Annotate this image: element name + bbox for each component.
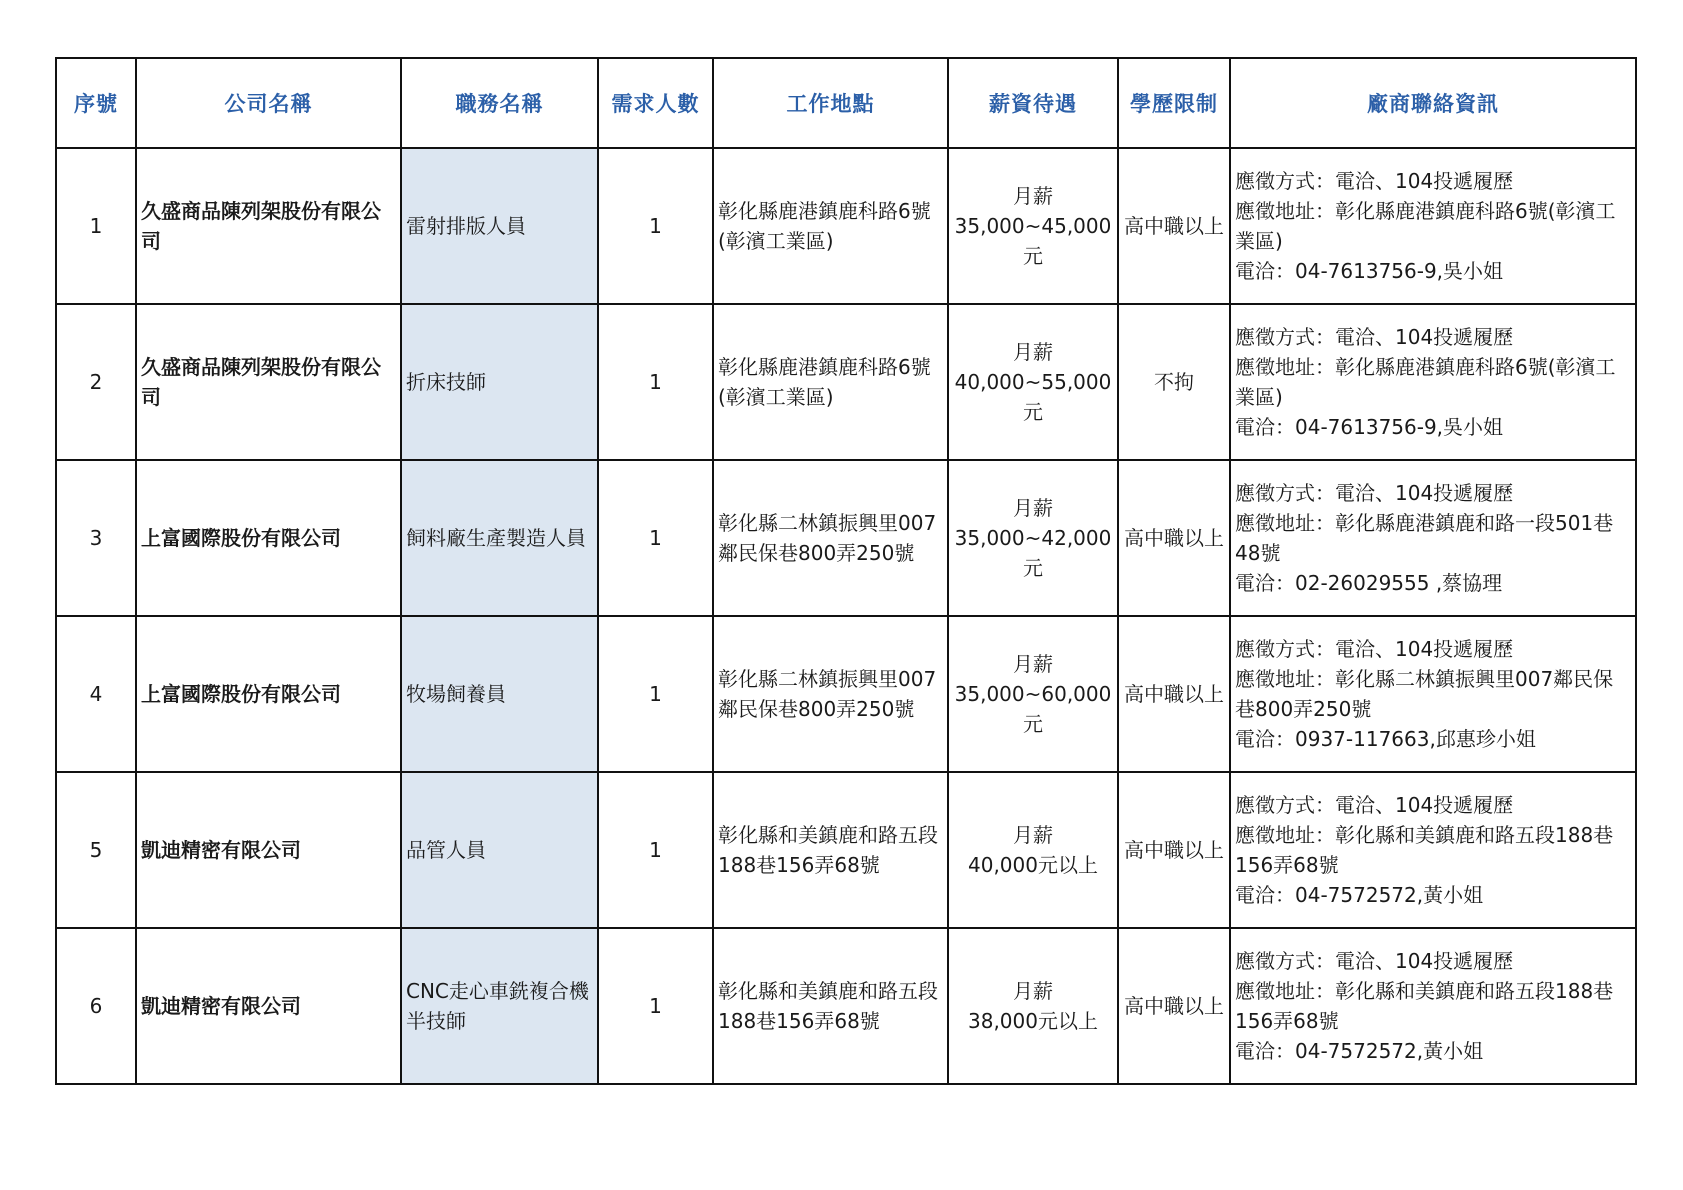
job-listing-sheet: [55, 57, 1637, 1085]
cell-company: 久盛商品陳列架股份有限公司: [136, 304, 401, 460]
salary-label: 月薪: [1013, 184, 1053, 208]
cell-salary: [948, 148, 1118, 304]
cell-place: 彰化縣二林鎮振興里007鄰民保巷800弄250號: [713, 616, 948, 772]
header-salary: 薪資待遇: [948, 58, 1118, 148]
contact-address: 應徵地址：彰化縣和美鎮鹿和路五段188巷156弄68號: [1235, 823, 1614, 877]
contact-address: 應徵地址：彰化縣鹿港鎮鹿和路一段501巷48號: [1235, 511, 1614, 565]
cell-contact: [1230, 460, 1636, 616]
salary-amount: 35,000~42,000: [954, 526, 1112, 550]
cell-contact: [1230, 616, 1636, 772]
contact-method: 應徵方式：電洽、104投遞履歷: [1235, 481, 1514, 505]
cell-place: 彰化縣和美鎮鹿和路五段188巷156弄68號: [713, 772, 948, 928]
cell-contact: [1230, 304, 1636, 460]
job-listing-table: [55, 57, 1637, 1085]
header-place: 工作地點: [713, 58, 948, 148]
cell-company: 凱迪精密有限公司: [136, 928, 401, 1084]
contact-method: 應徵方式：電洽、104投遞履歷: [1235, 949, 1514, 973]
contact-address: 應徵地址：彰化縣鹿港鎮鹿科路6號(彰濱工業區): [1235, 199, 1616, 253]
cell-title: 飼料廠生產製造人員: [401, 460, 598, 616]
cell-salary: [948, 928, 1118, 1084]
contact-phone: 電洽：04-7613756-9,吳小姐: [1235, 259, 1504, 283]
salary-amount: 35,000~60,000: [954, 682, 1112, 706]
contact-method: 應徵方式：電洽、104投遞履歷: [1235, 169, 1514, 193]
cell-no: 1: [56, 148, 136, 304]
cell-no: 6: [56, 928, 136, 1084]
contact-method: 應徵方式：電洽、104投遞履歷: [1235, 793, 1514, 817]
cell-no: 5: [56, 772, 136, 928]
table-row: [56, 772, 1636, 928]
cell-company: 凱迪精密有限公司: [136, 772, 401, 928]
cell-education: 高中職以上: [1118, 460, 1230, 616]
cell-education: 不拘: [1118, 304, 1230, 460]
salary-unit: 元: [1023, 712, 1043, 736]
header-row: [56, 58, 1636, 148]
cell-place: 彰化縣鹿港鎮鹿科路6號(彰濱工業區): [713, 148, 948, 304]
cell-count: 1: [598, 772, 713, 928]
table-row: [56, 304, 1636, 460]
cell-company: 久盛商品陳列架股份有限公司: [136, 148, 401, 304]
salary-unit: 元: [1023, 556, 1043, 580]
salary-unit: 元: [1023, 244, 1043, 268]
contact-phone: 電洽：04-7572572,黃小姐: [1235, 883, 1484, 907]
cell-contact: [1230, 772, 1636, 928]
cell-no: 3: [56, 460, 136, 616]
cell-salary: [948, 772, 1118, 928]
salary-label: 月薪: [1013, 496, 1053, 520]
contact-phone: 電洽：0937-117663,邱惠珍小姐: [1235, 727, 1536, 751]
contact-method: 應徵方式：電洽、104投遞履歷: [1235, 637, 1514, 661]
contact-address: 應徵地址：彰化縣鹿港鎮鹿科路6號(彰濱工業區): [1235, 355, 1616, 409]
header-count: 需求人數: [598, 58, 713, 148]
table-row: [56, 928, 1636, 1084]
cell-no: 2: [56, 304, 136, 460]
cell-count: 1: [598, 616, 713, 772]
salary-unit: 元: [1023, 400, 1043, 424]
header-title: 職務名稱: [401, 58, 598, 148]
contact-phone: 電洽：04-7613756-9,吳小姐: [1235, 415, 1504, 439]
cell-title: CNC走心車銑複合機半技師: [401, 928, 598, 1084]
header-education: 學歷限制: [1118, 58, 1230, 148]
cell-education: 高中職以上: [1118, 148, 1230, 304]
table-row: [56, 148, 1636, 304]
header-no: 序號: [56, 58, 136, 148]
cell-count: 1: [598, 460, 713, 616]
table-row: [56, 460, 1636, 616]
cell-contact: [1230, 148, 1636, 304]
contact-phone: 電洽：02-26029555 ,蔡協理: [1235, 571, 1503, 595]
header-contact: 廠商聯絡資訊: [1230, 58, 1636, 148]
table-row: [56, 616, 1636, 772]
salary-amount: 40,000元以上: [968, 853, 1098, 877]
cell-salary: [948, 616, 1118, 772]
cell-education: 高中職以上: [1118, 772, 1230, 928]
cell-salary: [948, 460, 1118, 616]
header-company: 公司名稱: [136, 58, 401, 148]
contact-method: 應徵方式：電洽、104投遞履歷: [1235, 325, 1514, 349]
contact-phone: 電洽：04-7572572,黃小姐: [1235, 1039, 1484, 1063]
salary-label: 月薪: [1013, 340, 1053, 364]
cell-no: 4: [56, 616, 136, 772]
cell-contact: [1230, 928, 1636, 1084]
salary-amount: 38,000元以上: [968, 1009, 1098, 1033]
cell-place: 彰化縣鹿港鎮鹿科路6號(彰濱工業區): [713, 304, 948, 460]
cell-company: 上富國際股份有限公司: [136, 616, 401, 772]
cell-education: 高中職以上: [1118, 616, 1230, 772]
cell-education: 高中職以上: [1118, 928, 1230, 1084]
salary-amount: 35,000~45,000: [954, 214, 1112, 238]
salary-label: 月薪: [1013, 652, 1053, 676]
salary-amount: 40,000~55,000: [954, 370, 1112, 394]
cell-count: 1: [598, 928, 713, 1084]
cell-title: 牧場飼養員: [401, 616, 598, 772]
cell-company: 上富國際股份有限公司: [136, 460, 401, 616]
contact-address: 應徵地址：彰化縣和美鎮鹿和路五段188巷156弄68號: [1235, 979, 1614, 1033]
cell-title: 品管人員: [401, 772, 598, 928]
cell-count: 1: [598, 304, 713, 460]
salary-label: 月薪: [1013, 979, 1053, 1003]
cell-salary: [948, 304, 1118, 460]
cell-place: 彰化縣二林鎮振興里007鄰民保巷800弄250號: [713, 460, 948, 616]
cell-title: 雷射排版人員: [401, 148, 598, 304]
cell-count: 1: [598, 148, 713, 304]
salary-label: 月薪: [1013, 823, 1053, 847]
contact-address: 應徵地址：彰化縣二林鎮振興里007鄰民保巷800弄250號: [1235, 667, 1614, 721]
cell-title: 折床技師: [401, 304, 598, 460]
cell-place: 彰化縣和美鎮鹿和路五段188巷156弄68號: [713, 928, 948, 1084]
